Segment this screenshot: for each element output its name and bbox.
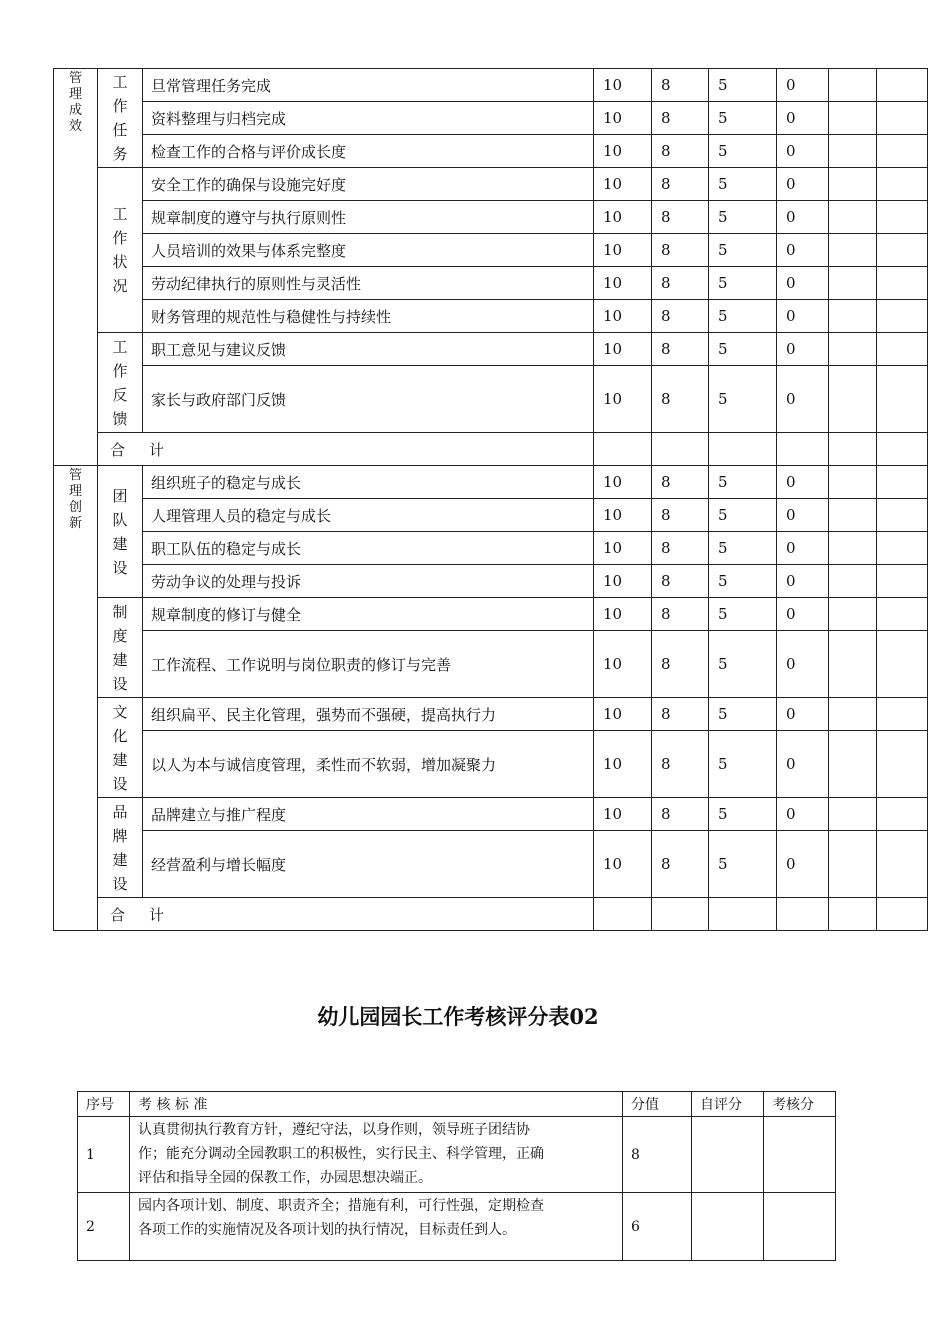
score-level: 0 — [777, 168, 829, 201]
score-level: 0 — [777, 598, 829, 631]
score-level: 10 — [594, 69, 652, 102]
total-cell[interactable] — [777, 433, 829, 466]
score-level: 8 — [652, 565, 709, 598]
score-level: 10 — [594, 565, 652, 598]
table-row — [54, 69, 928, 102]
table-row — [54, 234, 928, 267]
score-input-cell[interactable] — [877, 366, 928, 433]
score-level: 8 — [652, 333, 709, 366]
score-level: 8 — [652, 168, 709, 201]
score-level: 8 — [652, 135, 709, 168]
score-level: 8 — [652, 698, 709, 731]
criterion-text: 人理管理人员的稳定与成长 — [143, 499, 594, 532]
criterion-line: 各项工作的实施情况及各项计划的执行情况，目标责任到人。 — [138, 1222, 516, 1238]
score-level: 5 — [709, 135, 777, 168]
total-label: 合 计 — [98, 898, 594, 931]
total-cell[interactable] — [709, 898, 777, 931]
score-level: 10 — [594, 631, 652, 698]
score-input-cell[interactable] — [877, 300, 928, 333]
table-row — [54, 201, 928, 234]
score-input-cell[interactable] — [877, 69, 928, 102]
score-input-cell[interactable] — [829, 798, 877, 831]
score-level: 5 — [709, 69, 777, 102]
score-input-cell[interactable] — [829, 69, 877, 102]
score-input-cell[interactable] — [877, 631, 928, 698]
category-label: 文化建设 — [98, 698, 143, 798]
score-level: 8 — [652, 201, 709, 234]
criterion-text: 财务管理的规范性与稳健性与持续性 — [143, 300, 594, 333]
score-level: 0 — [777, 300, 829, 333]
table-row — [54, 466, 928, 499]
score-level: 0 — [777, 135, 829, 168]
criterion-text: 旦常管理任务完成 — [143, 69, 594, 102]
score-level: 0 — [777, 267, 829, 300]
score-level: 10 — [594, 532, 652, 565]
score-level: 10 — [594, 300, 652, 333]
criterion-line: 评估和指导全园的保教工作，办园思想决端正。 — [138, 1170, 432, 1186]
table-row — [78, 1193, 836, 1261]
score-input-cell[interactable] — [877, 698, 928, 731]
score-input-cell[interactable] — [829, 499, 877, 532]
score-input-cell[interactable] — [829, 300, 877, 333]
table-row — [54, 731, 928, 798]
score-level: 0 — [777, 234, 829, 267]
score-level: 0 — [777, 201, 829, 234]
score-level: 5 — [709, 300, 777, 333]
score-level: 5 — [709, 831, 777, 898]
score-input-cell[interactable] — [877, 102, 928, 135]
table-row — [54, 102, 928, 135]
score-level: 10 — [594, 168, 652, 201]
table-row — [54, 333, 928, 366]
score-level: 0 — [777, 565, 829, 598]
total-cell[interactable] — [594, 433, 652, 466]
score-input-cell[interactable] — [829, 598, 877, 631]
table-row — [54, 168, 928, 201]
score-level: 5 — [709, 631, 777, 698]
total-cell[interactable] — [877, 898, 928, 931]
table-row — [54, 135, 928, 168]
score-input-cell[interactable] — [829, 731, 877, 798]
criterion-text: 经营盈利与增长幅度 — [143, 831, 594, 898]
score-input-cell[interactable] — [829, 168, 877, 201]
criterion-text — [130, 1193, 623, 1261]
score-level: 5 — [709, 234, 777, 267]
score-level: 10 — [594, 731, 652, 798]
table-row — [78, 1117, 836, 1193]
score-level: 8 — [652, 598, 709, 631]
score-input-cell[interactable] — [829, 135, 877, 168]
score-input-cell[interactable] — [877, 466, 928, 499]
score-input-cell[interactable] — [829, 466, 877, 499]
score-input-cell[interactable] — [877, 267, 928, 300]
total-cell[interactable] — [777, 898, 829, 931]
table-row — [54, 366, 928, 433]
criterion-text: 安全工作的确保与设施完好度 — [143, 168, 594, 201]
score-input-cell[interactable] — [829, 234, 877, 267]
score-level: 0 — [777, 831, 829, 898]
score-input-cell[interactable] — [877, 798, 928, 831]
category-label: 工作状况 — [98, 168, 143, 333]
category-label: 工作反馈 — [98, 333, 143, 433]
criterion-text: 品牌建立与推广程度 — [143, 798, 594, 831]
score-input-cell[interactable] — [829, 201, 877, 234]
table-row — [54, 300, 928, 333]
criterion-text: 规章制度的遵守与执行原则性 — [143, 201, 594, 234]
score-level: 10 — [594, 466, 652, 499]
score-input-cell[interactable] — [877, 499, 928, 532]
score-level: 8 — [652, 631, 709, 698]
score-level: 0 — [777, 798, 829, 831]
table-row — [54, 798, 928, 831]
column-header: 考 核 标 准 — [130, 1092, 623, 1117]
score-input-cell[interactable] — [877, 831, 928, 898]
criterion-text: 职工意见与建议反馈 — [143, 333, 594, 366]
score-level: 5 — [709, 201, 777, 234]
score-input-cell[interactable] — [829, 102, 877, 135]
column-header: 自评分 — [692, 1092, 764, 1117]
column-header: 序号 — [78, 1092, 130, 1117]
score-input-cell[interactable] — [829, 698, 877, 731]
score-input-cell[interactable] — [829, 631, 877, 698]
self-score-cell[interactable] — [692, 1117, 764, 1193]
score-value: 8 — [623, 1117, 692, 1193]
score-level: 10 — [594, 499, 652, 532]
criterion-text: 劳动纪律执行的原则性与灵活性 — [143, 267, 594, 300]
score-level: 0 — [777, 102, 829, 135]
score-value: 6 — [623, 1193, 692, 1261]
assessment-score-cell[interactable] — [764, 1117, 836, 1193]
score-input-cell[interactable] — [829, 831, 877, 898]
criterion-text: 组织班子的稳定与成长 — [143, 466, 594, 499]
score-level: 0 — [777, 698, 829, 731]
section-label: 管理成效 — [54, 69, 98, 466]
score-level: 8 — [652, 69, 709, 102]
criterion-text: 检查工作的合格与评价成长度 — [143, 135, 594, 168]
score-level: 8 — [652, 466, 709, 499]
criterion-text: 工作流程、工作说明与岗位职责的修订与完善 — [143, 631, 594, 698]
score-level: 10 — [594, 201, 652, 234]
score-level: 5 — [709, 698, 777, 731]
assessment-table — [53, 68, 928, 931]
score-input-cell[interactable] — [877, 201, 928, 234]
total-cell[interactable] — [652, 898, 709, 931]
criterion-text: 组织扁平、民主化管理，强势而不强硬，提高执行力 — [143, 698, 594, 731]
score-level: 8 — [652, 366, 709, 433]
score-input-cell[interactable] — [877, 731, 928, 798]
score-input-cell[interactable] — [877, 532, 928, 565]
score-level: 10 — [594, 366, 652, 433]
total-cell[interactable] — [709, 433, 777, 466]
score-input-cell[interactable] — [877, 598, 928, 631]
column-header: 分值 — [623, 1092, 692, 1117]
category-label: 制度建设 — [98, 598, 143, 698]
score-level: 0 — [777, 466, 829, 499]
assessment-score-cell[interactable] — [764, 1193, 836, 1261]
score-level: 5 — [709, 366, 777, 433]
total-cell[interactable] — [594, 898, 652, 931]
table-row — [54, 565, 928, 598]
score-level: 5 — [709, 731, 777, 798]
row-number: 2 — [78, 1193, 130, 1261]
header-row — [78, 1092, 836, 1117]
score-level: 0 — [777, 333, 829, 366]
score-level: 5 — [709, 598, 777, 631]
column-header: 考核分 — [764, 1092, 836, 1117]
score-level: 8 — [652, 267, 709, 300]
table-row — [54, 532, 928, 565]
total-cell[interactable] — [877, 433, 928, 466]
score-level: 5 — [709, 532, 777, 565]
score-level: 8 — [652, 731, 709, 798]
score-level: 10 — [594, 698, 652, 731]
criterion-line: 认真贯彻执行教育方针，遵纪守法，以身作则，领导班子团结协 — [138, 1122, 530, 1138]
score-input-cell[interactable] — [877, 565, 928, 598]
score-input-cell[interactable] — [877, 168, 928, 201]
score-level: 8 — [652, 798, 709, 831]
score-level: 10 — [594, 333, 652, 366]
criterion-text: 规章制度的修订与健全 — [143, 598, 594, 631]
score-input-cell[interactable] — [829, 532, 877, 565]
score-level: 0 — [777, 366, 829, 433]
score-level: 10 — [594, 831, 652, 898]
score-input-cell[interactable] — [829, 366, 877, 433]
table-row — [54, 631, 928, 698]
score-input-cell[interactable] — [877, 234, 928, 267]
self-score-cell[interactable] — [692, 1193, 764, 1261]
score-level: 5 — [709, 466, 777, 499]
score-level: 0 — [777, 532, 829, 565]
table-row — [54, 598, 928, 631]
criterion-text — [130, 1117, 623, 1193]
total-cell[interactable] — [829, 433, 877, 466]
total-row — [54, 433, 928, 466]
table-row — [54, 831, 928, 898]
score-level: 8 — [652, 102, 709, 135]
row-number: 1 — [78, 1117, 130, 1193]
score-level: 5 — [709, 798, 777, 831]
score-level: 8 — [652, 532, 709, 565]
criterion-text: 人员培训的效果与体系完整度 — [143, 234, 594, 267]
score-level: 0 — [777, 631, 829, 698]
score-level: 5 — [709, 333, 777, 366]
total-label: 合 计 — [98, 433, 594, 466]
score-level: 0 — [777, 69, 829, 102]
form-title: 幼儿园园长工作考核评分表02 — [317, 1004, 599, 1029]
score-level: 5 — [709, 168, 777, 201]
score-level: 10 — [594, 135, 652, 168]
criterion-text: 劳动争议的处理与投诉 — [143, 565, 594, 598]
score-level: 10 — [594, 102, 652, 135]
score-level: 10 — [594, 234, 652, 267]
score-level: 8 — [652, 234, 709, 267]
score-level: 5 — [709, 565, 777, 598]
score-level: 5 — [709, 267, 777, 300]
score-level: 10 — [594, 598, 652, 631]
score-level: 8 — [652, 831, 709, 898]
category-label: 品牌建设 — [98, 798, 143, 898]
total-row — [54, 898, 928, 931]
score-level: 5 — [709, 102, 777, 135]
score-input-cell[interactable] — [877, 333, 928, 366]
score-level: 10 — [594, 267, 652, 300]
table-row — [54, 499, 928, 532]
score-level: 10 — [594, 798, 652, 831]
criterion-text: 家长与政府部门反馈 — [143, 366, 594, 433]
criterion-text: 资料整理与归档完成 — [143, 102, 594, 135]
table-row — [54, 698, 928, 731]
score-input-cell[interactable] — [829, 565, 877, 598]
score-level: 8 — [652, 499, 709, 532]
section-label: 管理创新 — [54, 466, 98, 931]
score-level: 0 — [777, 731, 829, 798]
total-cell[interactable] — [652, 433, 709, 466]
category-label: 团队建设 — [98, 466, 143, 598]
score-level: 0 — [777, 499, 829, 532]
score-level: 5 — [709, 499, 777, 532]
criterion-text: 职工队伍的稳定与成长 — [143, 532, 594, 565]
score-level: 8 — [652, 300, 709, 333]
score-input-cell[interactable] — [829, 267, 877, 300]
director-score-table — [77, 1091, 836, 1261]
table-row — [54, 267, 928, 300]
score-input-cell[interactable] — [829, 333, 877, 366]
criterion-line: 园内各项计划、制度、职责齐全；措施有利，可行性强，定期检查 — [138, 1198, 544, 1214]
criterion-text: 以人为本与诚信度管理，柔性而不软弱，增加凝聚力 — [143, 731, 594, 798]
criterion-line: 作；能充分调动全园教职工的积极性，实行民主、科学管理，正确 — [138, 1146, 544, 1162]
category-label: 工作任务 — [98, 69, 143, 168]
total-cell[interactable] — [829, 898, 877, 931]
score-input-cell[interactable] — [877, 135, 928, 168]
